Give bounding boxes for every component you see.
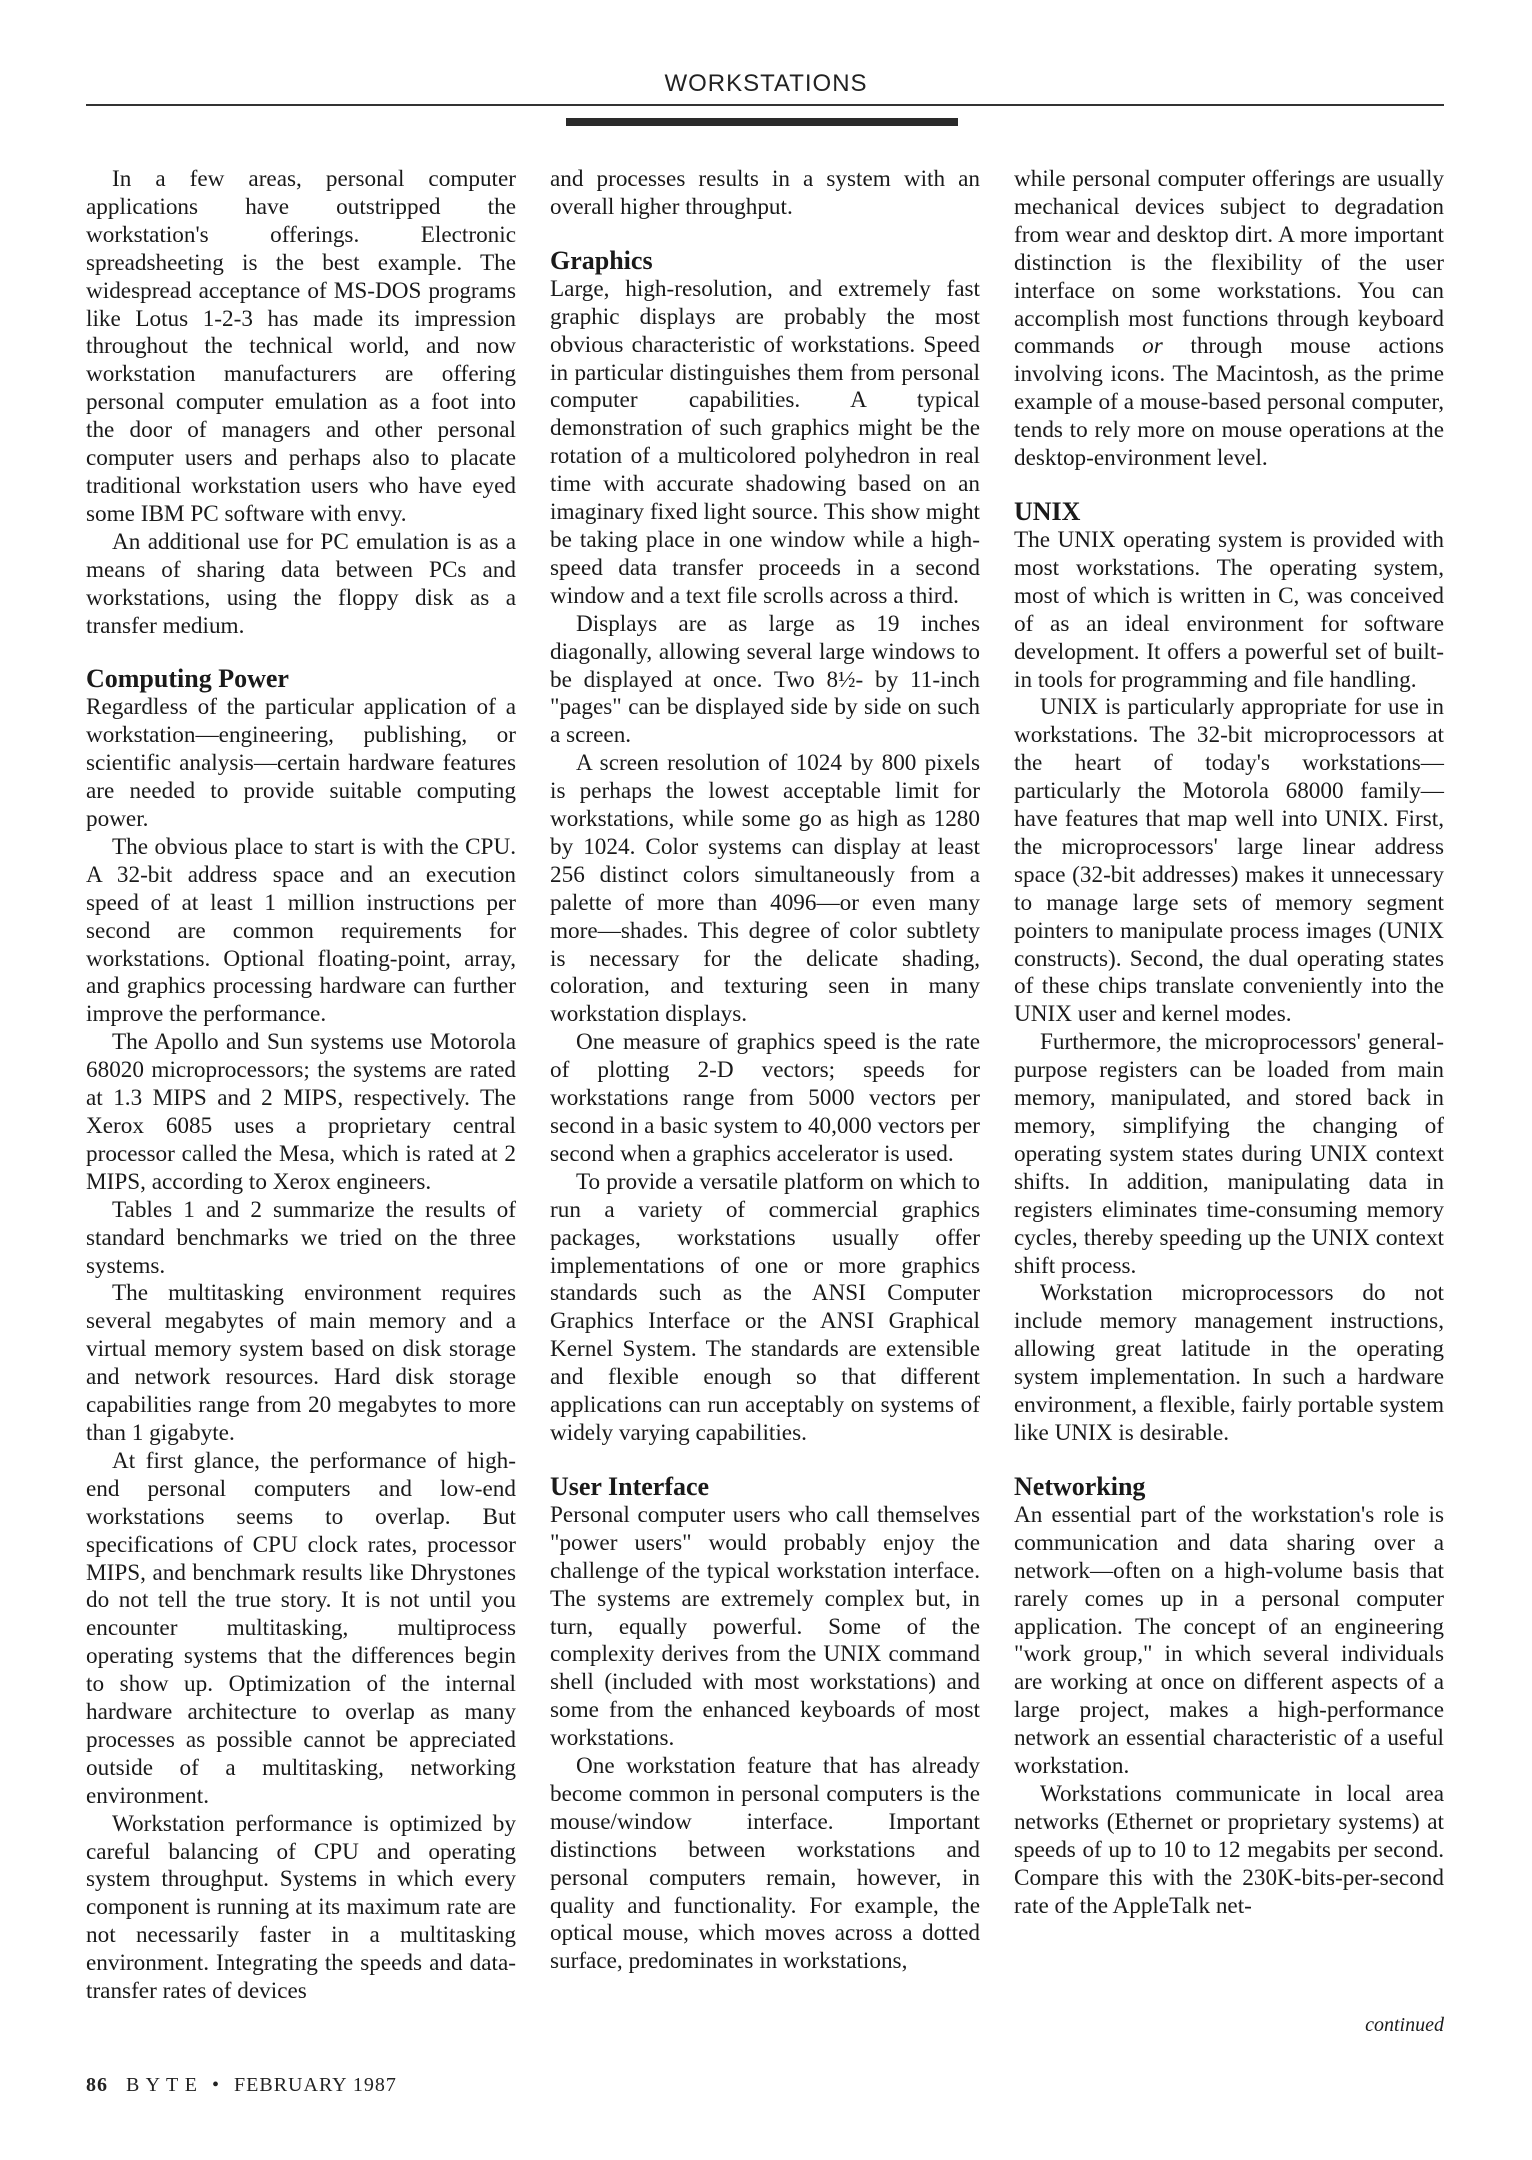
paragraph	[1014, 166, 1444, 473]
column-3	[1014, 166, 1444, 1920]
paragraph: and processes results in a system with an overall higher throughput.	[550, 166, 980, 220]
paragraph: Tables 1 and 2 summarize the results of standard benchmarks we tried on the three systems.	[86, 1196, 516, 1279]
paragraph: To provide a versatile platform on which to run a variety of commercial graphics packages, workstations usually offer implementations of one or more graphics standards such as the ANSI Computer Graphics Interface or the ANSI Graphical Kernel System. The standards are extensible and flexible enough so that different applications can run acceptably on systems of widely varying capabilities.	[550, 1168, 980, 1446]
paragraph: The multitasking environment requires several megabytes of main memory and a virtual memory system based on disk storage and network resources. Hard disk storage capabilities range from 20 megabytes to more than 1 gigabyte.	[86, 1280, 516, 1446]
paragraph: One measure of graphics speed is the rate of plotting 2-D vectors; speeds for workstations range from 5000 vectors per second in a basic system to 40,000 vectors per second when a graphics accelerator is used.	[550, 1029, 980, 1167]
heading-networking: Networking	[1014, 1471, 1146, 1501]
paragraph: UNIX is particularly appropriate for use in workstations. The 32-bit microprocessors at the heart of today's workstations—particularly the Motorola 68000 family—have features that map well into UNIX. First, the microprocessors' large linear address space (32-bit addresses) makes it unnecessary to manage large sets of memory segment pointers to manipulate process images (UNIX constructs). Second, the dual operating states of these chips translate conveniently into the UNIX user and kernel modes.	[1014, 694, 1444, 1028]
paragraph: An essential part of the workstation's role is communication and data sharing over a network—often on a high-volume basis that rarely comes up in a personal computer application. The concept of an engineering "work group," in which several individuals are working at once on different aspects of a large project, makes a high-performance network an essential characteristic of a useful workstation.	[1014, 1501, 1444, 1780]
emphasis-or: or	[1142, 333, 1163, 360]
paragraph: Furthermore, the microprocessors' general-purpose registers can be loaded from main memory, manipulated, and stored back in memory, simplifying the changing of operating system states during UNIX context shifts. In addition, manipulating data in registers eliminates time-consuming memory cycles, thereby speeding up the UNIX context shift process.	[1014, 1029, 1444, 1279]
page-footer	[86, 2074, 397, 2097]
magazine-name: B Y T E	[126, 2074, 199, 2096]
issue-date: FEBRUARY 1987	[234, 2074, 397, 2096]
text-span: while personal computer offerings are usually mechanical devices subject to degradation from wear and desktop dirt. A more important distinction is the flexibility of the user interface on some workstations. You can accomplish most functions through keyboard commands	[1014, 166, 1444, 360]
paragraph: Personal computer users who call themselves "power users" would probably enjoy the challenge of the typical workstation interface. The systems are extremely complex but, in turn, equally powerful. Some of the complexity derives from the UNIX command shell (included with most workstations) and some from the enhanced keyboards of most workstations.	[550, 1501, 980, 1752]
paragraph: The Apollo and Sun systems use Motorola 68020 microprocessors; the systems are rated at 1.3 MIPS and 2 MIPS, respectively. The Xerox 6085 uses a proprietary central processor called the Mesa, which is rated at 2 MIPS, according to Xerox engineers.	[86, 1029, 516, 1195]
footer-separator: •	[212, 2074, 221, 2096]
paragraph: In a few areas, personal computer applications have outstripped the workstation's offerings. Electronic spreadsheeting is the best example. The widespread acceptance of MS-DOS programs like Lotus 1-2-3 has made its impression throughout the technical world, and now workstation manufacturers are offering personal computer emulation as a foot into the door of managers and other personal computer users and perhaps also to placate traditional workstation users who have eyed some IBM PC software with envy.	[86, 166, 516, 527]
paragraph: Large, high-resolution, and extremely fast graphic displays are probably the most obvious characteristic of workstations. Speed in particular distinguishes them from personal computer capabilities. A typical demonstration of such graphics might be the rotation of a multicolored polyhedron in real time with accurate shadowing based on an imaginary fixed light source. This show might be taking place in one window while a high-speed data transfer proceeds in a second window and a text file scrolls across a third.	[550, 275, 980, 609]
column-2	[550, 166, 980, 1976]
paragraph: Workstations communicate in local area networks (Ethernet or proprietary systems) at speeds of up to 10 to 12 megabits per second. Compare this with the 230K-bits-per-second rate of the AppleTalk net-	[1014, 1780, 1444, 1919]
paragraph: An additional use for PC emulation is as a means of sharing data between PCs and workstations, using the floppy disk as a transfer medium.	[86, 528, 516, 639]
page-number: 86	[86, 2074, 108, 2096]
continued-label: continued	[1365, 2014, 1444, 2036]
section-header: WORKSTATIONS	[664, 70, 868, 97]
paragraph: The UNIX operating system is provided with most workstations. The operating system, most of which is written in C, was conceived of as an ideal environment for software development. It offers a powerful set of built-in tools for programming and file handling.	[1014, 526, 1444, 693]
paragraph: Regardless of the particular application of a workstation—engineering, publishing, or scientific analysis—certain hardware features are needed to provide suitable computing power.	[86, 694, 516, 833]
paragraph: Displays are as large as 19 inches diagonally, allowing several large windows to be displayed at once. Two 8½- by 11-inch "pages" can be displayed side by side on such a screen.	[550, 610, 980, 749]
heading-graphics: Graphics	[550, 245, 653, 275]
paragraph: Workstation microprocessors do not include memory management instructions, allowing great latitude in the operating system implementation. In such a hardware environment, a flexible, fairly portable system like UNIX is desirable.	[1014, 1280, 1444, 1446]
heading-unix: UNIX	[1014, 496, 1081, 526]
paragraph: A screen resolution of 1024 by 800 pixels is perhaps the lowest acceptable limit for workstations, while some go as high as 1280 by 1024. Color systems can display at least 256 distinct colors simultaneously from a palette of more than 4096—or even many more—shades. This degree of color subtlety is necessary for the delicate shading, coloration, and texturing seen in many workstation displays.	[550, 750, 980, 1028]
text-span: through mouse actions involving icons. The Macintosh, as the prime example of a mouse-based personal computer, tends to rely more on mouse operations at the desktop-environment level.	[1014, 333, 1444, 472]
column-1	[86, 166, 516, 2006]
paragraph: One workstation feature that has already become common in personal computers is the mouse/window interface. Important distinctions between workstations and personal computers remain, however, in quality and functionality. For example, the optical mouse, which moves across a dotted surface, predominates in workstations,	[550, 1753, 980, 1975]
header-bar	[566, 118, 958, 126]
paragraph: At first glance, the performance of high-end personal computers and low-end workstations seems to overlap. But specifications of CPU clock rates, processor MIPS, and benchmark results like Dhrystones do not tell the true story. It is not until you encounter multitasking, multiprocess operating systems that the differences begin to show up. Optimization of the internal hardware architecture to overlap as many processes as possible cannot be appreciated outside of a multitasking, networking environment.	[86, 1447, 516, 1809]
heading-user-interface: User Interface	[550, 1471, 710, 1501]
paragraph: Workstation performance is optimized by careful balancing of CPU and operating system throughput. Systems in which every component is running at its maximum rate are not necessarily faster in a multitasking environment. Integrating the speeds and data-transfer rates of devices	[86, 1810, 516, 2005]
header-rule	[86, 104, 1444, 106]
heading-computing-power: Computing Power	[86, 664, 289, 694]
paragraph: The obvious place to start is with the CPU. A 32-bit address space and an execution speed of at least 1 million instructions per second are common requirements for workstations. Optional floating-point, array, and graphics processing hardware can further improve the performance.	[86, 833, 516, 1028]
